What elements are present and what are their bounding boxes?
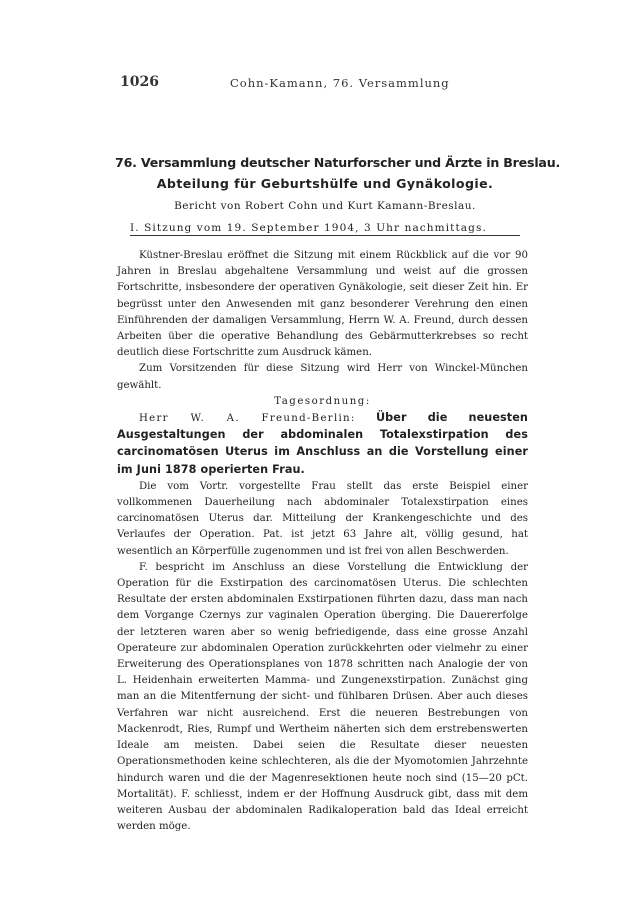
session-heading: I. Sitzung vom 19. September 1904, 3 Uhr nachmittags. (130, 222, 520, 236)
title-line-2: Abteilung für Geburtshülfe und Gynäkologie. (156, 176, 494, 191)
running-head: Cohn-Kamann, 76. Versammlung (230, 76, 450, 90)
agenda-heading: Tagesordnung: (274, 395, 371, 407)
paragraph-patient: Die vom Vortr. vorgestellte Frau stellt das erste Beispiel einer vollkommenen Dauerheilung nach abdominaler Totalexstirpation eines carcinomatösen Uterus dar. Mitteilung der Krankengeschichte und des Verlaufes der Operation. Pat. ist jetzt 63 Jahre alt, völlig gesund, hat wesentlich an Körperfülle zugenommen und ist frei von allen Beschwerden. (117, 480, 528, 557)
talk-speaker: Herr W. A. Freund-Berlin: (139, 413, 356, 425)
page-number: 1026 (120, 74, 159, 90)
talk-heading (117, 410, 528, 479)
article-body (117, 248, 528, 835)
talk-title: Über die neuesten Ausgestaltungen der abdominalen Totalexstirpation des carcinomatösen Uterus im Anschluss an die Vorstellung einer im Juni 1878 operierten Frau. (117, 411, 528, 476)
paragraph-opening: Küstner-Breslau eröffnet die Sitzung mit einem Rückblick auf die vor 90 Jahren in Breslau abgehaltene Versammlung und weist auf die grossen Fortschritte, insbesondere der operativen Gynäkologie, seit dieser Zeit hin. Er begrüsst unter den Anwesenden mit ganz besonderer Verehrung den einen Einführenden der damaligen Versammlung, Herrn W. A. Freund, durch dessen Arbeiten über die operative Behandlung des Gebärmutterkrebses so recht deutlich diese Fortschritte zum Ausdruck kämen. (117, 250, 528, 359)
paragraph-discussion: F. bespricht im Anschluss an diese Vorstellung die Entwicklung der Operation für die Exstirpation des carcinomatösen Uterus. Die schlechten Resultate der ersten abdominalen Exstirpationen führten dazu, dass man nach dem Vorgange Czernys zur vaginalen Operation überging. Die Dauererfolge der letzteren waren aber so wenig befriedigende, dass eine grosse Anzahl Operateure zur abdominalen Operation zurückkehrten oder vielmehr zu einer Erweiterung des Operationsplanes von 1878 schritten nach Analogie der von L. Heidenhain erweiterten Mamma- und Zungenexstirpation. Zunächst ging man an die Mitentfernung der sicht- und fühlbaren Drüsen. Aber auch dieses Verfahren war nicht ausreichend. Erst die neueren Bestrebungen von Mackenrodt, Ries, Rumpf und Wertheim näherten sich dem erstrebenswerten Ideale am meisten. Dabei seien die Resultate dieser neuesten Operationsmethoden keine schlechteren, als die der Myomotomien Jahrzehnte hindurch waren und die der Magenresektionen heute noch sind (15—20 pCt. Mortalität). F. schliesst, indem er der Hoffnung Ausdruck gibt, dass mit dem weiteren Ausbau der abdominalen Radikaloperation bald das Ideal erreicht werden möge. (117, 561, 528, 833)
paragraph-chair: Zum Vorsitzenden für diese Sitzung wird Herr von Winckel-München gewählt. (117, 363, 528, 391)
title-line-1: 76. Versammlung deutscher Naturforscher und Ärzte in Breslau. (115, 155, 561, 170)
report-byline: Bericht von Robert Cohn und Kurt Kamann-Breslau. (174, 200, 476, 212)
